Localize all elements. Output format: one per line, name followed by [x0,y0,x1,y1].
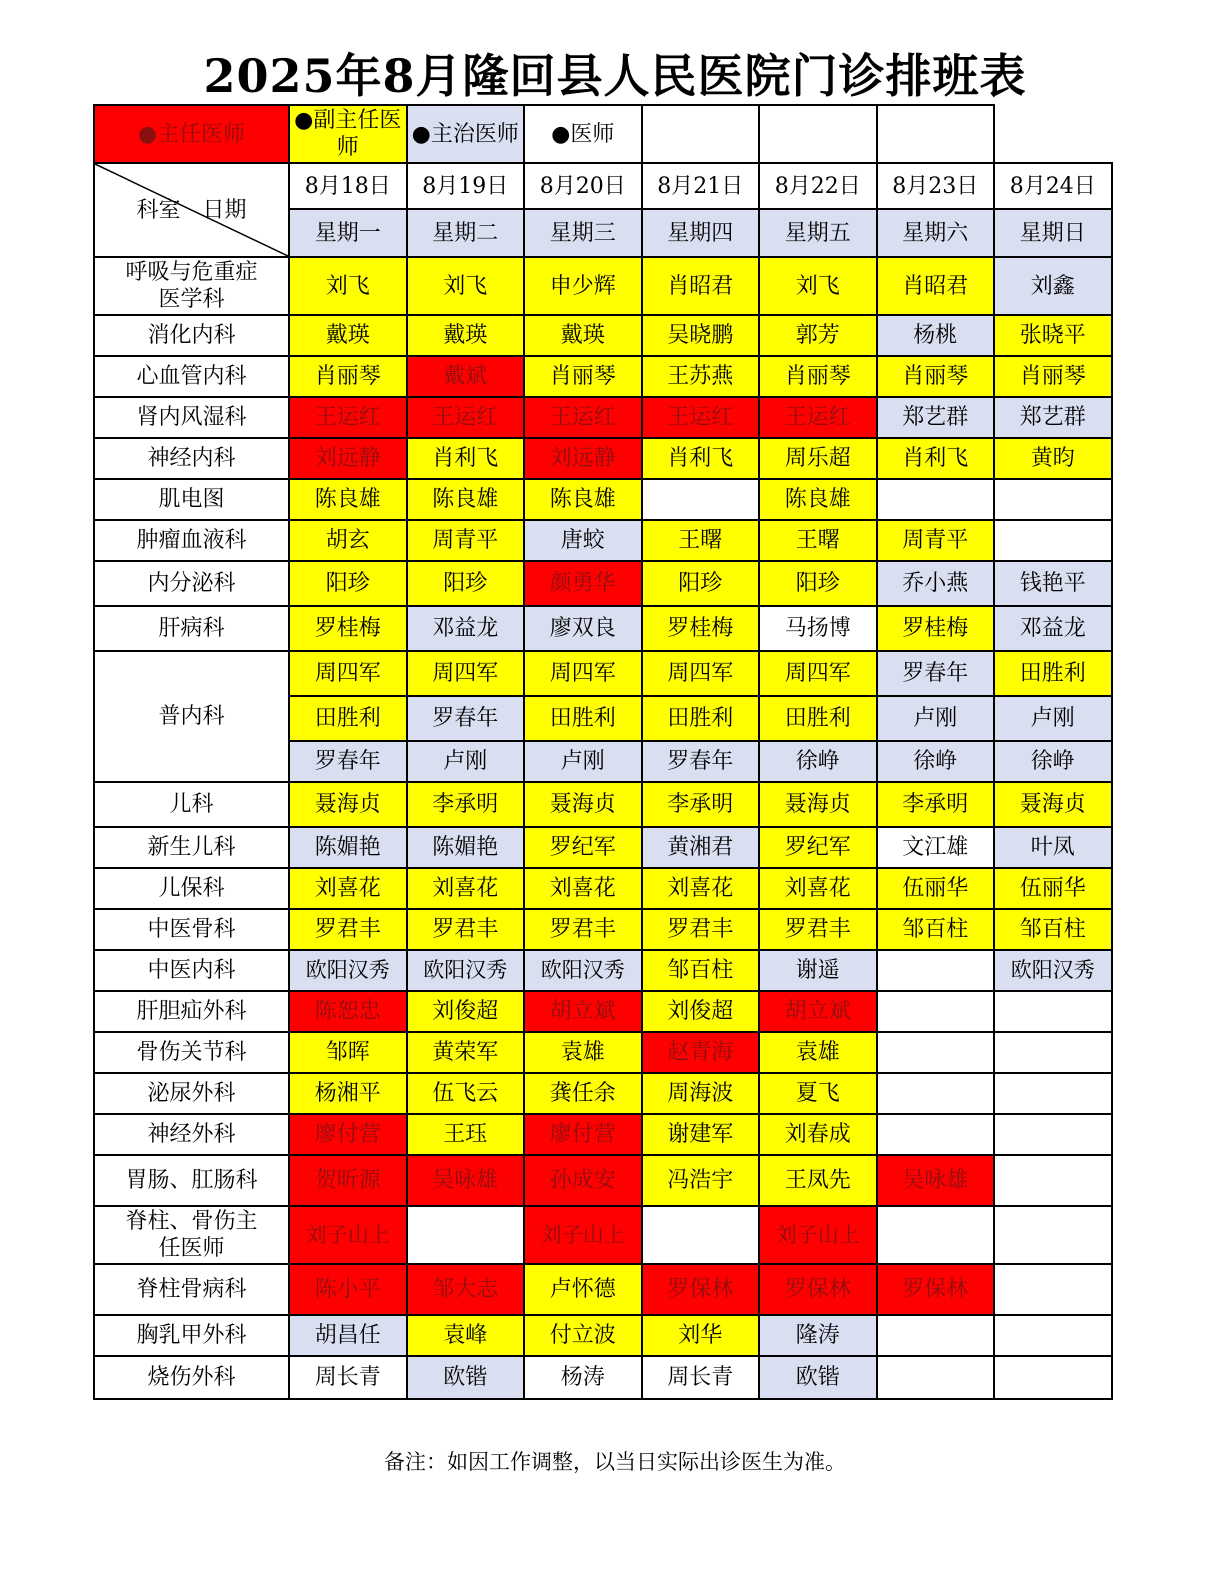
doctor-cell: 罗春年 [642,741,760,782]
doctor-cell: 刘喜花 [642,868,760,909]
doctor-cell [877,1206,995,1264]
doctor-cell: 王珏 [407,1114,525,1155]
doctor-cell: 杨桃 [877,315,995,356]
doctor-cell: 伍丽华 [994,868,1112,909]
doctor-cell: 吴晓鹏 [642,315,760,356]
doctor-cell: 田胜利 [289,696,407,741]
doctor-cell: 李承明 [642,782,760,827]
doctor-cell: 刘子山上 [289,1206,407,1264]
doctor-cell: 邓益龙 [994,606,1112,651]
department-name: 胃肠、肛肠科 [94,1155,289,1206]
weekday-header: 星期四 [642,209,760,257]
doctor-cell [994,1264,1112,1315]
date-header: 8月19日 [407,163,525,209]
doctor-cell: 李承明 [877,782,995,827]
doctor-cell: 陈媚艳 [289,827,407,868]
department-row [94,950,1112,991]
doctor-cell: 陈媚艳 [407,827,525,868]
doctor-cell: 戴瑛 [524,315,642,356]
doctor-cell: 赵青海 [642,1032,760,1073]
weekday-header: 星期日 [994,209,1112,257]
legend-item: ●医师 [524,105,642,163]
doctor-cell: 阳珍 [289,561,407,606]
department-name: 脊柱、骨伤主任医师 [94,1206,289,1264]
doctor-cell [994,991,1112,1032]
department-name: 脊柱骨病科 [94,1264,289,1315]
doctor-cell: 肖丽琴 [759,356,877,397]
department-name: 烧伤外科 [94,1356,289,1399]
doctor-cell: 周长青 [289,1356,407,1399]
doctor-cell: 欧锴 [759,1356,877,1399]
department-name: 肿瘤血液科 [94,520,289,561]
doctor-cell: 罗桂梅 [877,606,995,651]
doctor-cell: 肖利飞 [407,438,525,479]
doctor-cell: 罗保林 [759,1264,877,1315]
doctor-cell: 罗桂梅 [642,606,760,651]
doctor-cell: 刘子山上 [524,1206,642,1264]
date-header: 8月22日 [759,163,877,209]
doctor-cell: 徐峥 [759,741,877,782]
doctor-cell: 周四军 [407,651,525,696]
department-row [94,1155,1112,1206]
doctor-cell [642,479,760,520]
doctor-cell: 罗君丰 [524,909,642,950]
doctor-cell [877,1032,995,1073]
doctor-cell: 郑艺群 [877,397,995,438]
doctor-cell: 颜勇华 [524,561,642,606]
footnote: 备注：如因工作调整，以当日实际出诊医生为准。 [384,1450,846,1474]
doctor-cell: 欧阳汉秀 [994,950,1112,991]
department-name: 泌尿外科 [94,1073,289,1114]
doctor-cell: 肖昭君 [877,257,995,315]
doctor-cell: 罗桂梅 [289,606,407,651]
doctor-cell: 王凤先 [759,1155,877,1206]
doctor-cell: 王曙 [642,520,760,561]
doctor-cell: 冯浩宇 [642,1155,760,1206]
doctor-cell: 廖付营 [524,1114,642,1155]
legend-item: ●主治医师 [407,105,525,163]
doctor-cell: 罗春年 [289,741,407,782]
doctor-cell: 刘喜花 [407,868,525,909]
department-row [94,397,1112,438]
doctor-cell: 杨湘平 [289,1073,407,1114]
legend-item: ●主任医师 [94,105,289,163]
department-name: 普内科 [94,651,289,782]
doctor-cell: 刘鑫 [994,257,1112,315]
doctor-cell [994,1155,1112,1206]
doctor-cell [994,1356,1112,1399]
department-name: 骨伤关节科 [94,1032,289,1073]
doctor-cell: 周四军 [289,651,407,696]
department-row [94,479,1112,520]
doctor-cell: 肖丽琴 [877,356,995,397]
doctor-cell: 文江雄 [877,827,995,868]
doctor-cell: 欧锴 [407,1356,525,1399]
department-row [94,1032,1112,1073]
doctor-cell: 刘子山上 [759,1206,877,1264]
doctor-cell: 廖付营 [289,1114,407,1155]
legend-empty-cell [642,105,760,163]
doctor-cell: 欧阳汉秀 [524,950,642,991]
department-name: 神经外科 [94,1114,289,1155]
doctor-cell: 刘飞 [759,257,877,315]
doctor-cell: 刘春成 [759,1114,877,1155]
department-row [94,1114,1112,1155]
department-row [94,561,1112,606]
doctor-cell: 胡玄 [289,520,407,561]
doctor-cell: 孙成安 [524,1155,642,1206]
department-name: 儿科 [94,782,289,827]
doctor-cell: 刘飞 [289,257,407,315]
doctor-cell: 廖双良 [524,606,642,651]
doctor-cell: 陈良雄 [289,479,407,520]
doctor-cell [994,1206,1112,1264]
department-row [94,782,1112,827]
doctor-cell: 陈良雄 [759,479,877,520]
doctor-cell: 罗君丰 [289,909,407,950]
doctor-cell: 周青平 [407,520,525,561]
doctor-cell: 肖利飞 [642,438,760,479]
doctor-cell: 伍丽华 [877,868,995,909]
doctor-cell: 刘远静 [289,438,407,479]
corner-header [94,163,289,257]
department-name: 神经内科 [94,438,289,479]
doctor-cell: 伍飞云 [407,1073,525,1114]
doctor-cell: 王运红 [407,397,525,438]
doctor-cell: 胡立斌 [524,991,642,1032]
doctor-cell: 邹晖 [289,1032,407,1073]
department-row [94,1315,1112,1356]
doctor-cell: 黄湘君 [642,827,760,868]
doctor-cell [994,1114,1112,1155]
department-row [94,606,1112,651]
doctor-cell: 郭芳 [759,315,877,356]
doctor-cell: 马扬博 [759,606,877,651]
date-header: 8月18日 [289,163,407,209]
doctor-cell: 欧阳汉秀 [289,950,407,991]
doctor-cell: 邓益龙 [407,606,525,651]
doctor-cell: 阳珍 [642,561,760,606]
doctor-cell: 卢刚 [407,741,525,782]
corner-label: 科室 日期 [136,197,247,223]
date-header: 8月23日 [877,163,995,209]
doctor-cell: 王运红 [289,397,407,438]
doctor-cell: 李承明 [407,782,525,827]
doctor-cell: 罗纪军 [759,827,877,868]
doctor-cell: 罗春年 [407,696,525,741]
doctor-cell: 钱艳平 [994,561,1112,606]
department-name: 中医内科 [94,950,289,991]
doctor-cell: 袁雄 [524,1032,642,1073]
doctor-cell: 罗君丰 [407,909,525,950]
department-name: 儿保科 [94,868,289,909]
doctor-cell: 戴瑛 [289,315,407,356]
doctor-cell: 田胜利 [524,696,642,741]
doctor-cell: 阳珍 [759,561,877,606]
doctor-cell: 聂海贞 [289,782,407,827]
doctor-cell: 袁雄 [759,1032,877,1073]
doctor-cell: 肖丽琴 [994,356,1112,397]
department-row [94,868,1112,909]
doctor-cell: 肖丽琴 [289,356,407,397]
doctor-cell: 罗保林 [877,1264,995,1315]
doctor-cell: 王运红 [759,397,877,438]
department-name: 肝胆疝外科 [94,991,289,1032]
doctor-cell: 邹百柱 [877,909,995,950]
doctor-cell: 刘喜花 [524,868,642,909]
doctor-cell: 肖利飞 [877,438,995,479]
schedule-table [93,104,1113,1400]
doctor-cell: 周四军 [524,651,642,696]
doctor-cell [642,1206,760,1264]
doctor-cell: 谢建军 [642,1114,760,1155]
weekday-header: 星期三 [524,209,642,257]
doctor-cell: 田胜利 [759,696,877,741]
doctor-cell: 唐蛟 [524,520,642,561]
doctor-cell: 王曙 [759,520,877,561]
date-header: 8月20日 [524,163,642,209]
legend-empty-cell [877,105,995,163]
legend-row [94,105,1112,163]
doctor-cell: 田胜利 [642,696,760,741]
doctor-cell: 龚任余 [524,1073,642,1114]
doctor-cell: 黄荣军 [407,1032,525,1073]
department-row [94,827,1112,868]
doctor-cell: 田胜利 [994,651,1112,696]
doctor-cell: 陈恕忠 [289,991,407,1032]
doctor-cell: 肖昭君 [642,257,760,315]
date-header: 8月24日 [994,163,1112,209]
department-name: 肌电图 [94,479,289,520]
doctor-cell: 罗君丰 [642,909,760,950]
department-name: 新生儿科 [94,827,289,868]
doctor-cell [877,479,995,520]
doctor-cell: 郑艺群 [994,397,1112,438]
doctor-cell: 王运红 [642,397,760,438]
doctor-cell: 罗纪军 [524,827,642,868]
doctor-cell: 吴咏雄 [877,1155,995,1206]
department-name: 胸乳甲外科 [94,1315,289,1356]
doctor-cell: 罗君丰 [759,909,877,950]
legend-empty-cell [759,105,877,163]
doctor-cell: 乔小燕 [877,561,995,606]
doctor-cell: 胡昌任 [289,1315,407,1356]
department-name: 心血管内科 [94,356,289,397]
doctor-cell: 卢怀德 [524,1264,642,1315]
department-row [94,1073,1112,1114]
doctor-cell: 卢刚 [877,696,995,741]
doctor-cell: 刘俊超 [642,991,760,1032]
doctor-cell: 陈小平 [289,1264,407,1315]
doctor-cell: 周四军 [759,651,877,696]
doctor-cell: 王苏燕 [642,356,760,397]
doctor-cell: 陈良雄 [524,479,642,520]
department-row [94,1356,1112,1399]
doctor-cell [877,1356,995,1399]
doctor-cell: 刘喜花 [759,868,877,909]
doctor-cell [877,991,995,1032]
doctor-cell: 徐峥 [877,741,995,782]
doctor-cell: 刘飞 [407,257,525,315]
department-row [94,909,1112,950]
date-header: 8月21日 [642,163,760,209]
weekday-header: 星期六 [877,209,995,257]
doctor-cell: 周乐超 [759,438,877,479]
doctor-cell: 陈良雄 [407,479,525,520]
doctor-cell: 卢刚 [524,741,642,782]
doctor-cell: 周青平 [877,520,995,561]
doctor-cell: 王运红 [524,397,642,438]
doctor-cell: 夏飞 [759,1073,877,1114]
doctor-cell: 吴咏雄 [407,1155,525,1206]
doctor-cell [994,479,1112,520]
department-row [94,1206,1112,1264]
doctor-cell [407,1206,525,1264]
doctor-cell: 邹百柱 [642,950,760,991]
doctor-cell: 刘喜花 [289,868,407,909]
doctor-cell: 贺昕源 [289,1155,407,1206]
weekday-header: 星期二 [407,209,525,257]
doctor-cell: 刘远静 [524,438,642,479]
doctor-cell: 卢刚 [994,696,1112,741]
doctor-cell: 肖丽琴 [524,356,642,397]
department-row [94,651,1112,696]
department-row [94,520,1112,561]
doctor-cell: 黄昀 [994,438,1112,479]
doctor-cell [877,1114,995,1155]
doctor-cell: 罗春年 [877,651,995,696]
doctor-cell: 刘俊超 [407,991,525,1032]
department-row [94,356,1112,397]
department-row [94,1264,1112,1315]
doctor-cell: 罗保林 [642,1264,760,1315]
doctor-cell: 谢遥 [759,950,877,991]
date-row [94,163,1112,209]
department-name: 消化内科 [94,315,289,356]
department-row [94,991,1112,1032]
doctor-cell: 付立波 [524,1315,642,1356]
department-name: 呼吸与危重症医学科 [94,257,289,315]
weekday-header: 星期五 [759,209,877,257]
doctor-cell: 周海波 [642,1073,760,1114]
doctor-cell: 戴瑛 [407,315,525,356]
department-name: 中医骨科 [94,909,289,950]
page-title: 2025年8月隆回县人民医院门诊排班表 [203,49,1027,103]
department-name: 内分泌科 [94,561,289,606]
doctor-cell: 周长青 [642,1356,760,1399]
department-name: 肝病科 [94,606,289,651]
doctor-cell [877,950,995,991]
doctor-cell: 戴斌 [407,356,525,397]
department-row [94,438,1112,479]
doctor-cell: 叶凤 [994,827,1112,868]
doctor-cell: 邹大志 [407,1264,525,1315]
doctor-cell: 申少辉 [524,257,642,315]
doctor-cell: 胡立斌 [759,991,877,1032]
doctor-cell: 欧阳汉秀 [407,950,525,991]
doctor-cell: 聂海贞 [524,782,642,827]
doctor-cell: 徐峥 [994,741,1112,782]
doctor-cell: 刘华 [642,1315,760,1356]
department-name: 肾内风湿科 [94,397,289,438]
doctor-cell [994,1032,1112,1073]
doctor-cell: 隆涛 [759,1315,877,1356]
weekday-header: 星期一 [289,209,407,257]
doctor-cell [994,1315,1112,1356]
department-row [94,257,1112,315]
doctor-cell: 聂海贞 [759,782,877,827]
doctor-cell [877,1073,995,1114]
doctor-cell: 周四军 [642,651,760,696]
doctor-cell: 邹百柱 [994,909,1112,950]
doctor-cell: 杨涛 [524,1356,642,1399]
doctor-cell: 张晓平 [994,315,1112,356]
doctor-cell: 袁峰 [407,1315,525,1356]
doctor-cell: 阳珍 [407,561,525,606]
legend-item: ●副主任医师 [289,105,407,163]
doctor-cell [877,1315,995,1356]
department-row [94,315,1112,356]
doctor-cell [994,520,1112,561]
doctor-cell [994,1073,1112,1114]
doctor-cell: 聂海贞 [994,782,1112,827]
